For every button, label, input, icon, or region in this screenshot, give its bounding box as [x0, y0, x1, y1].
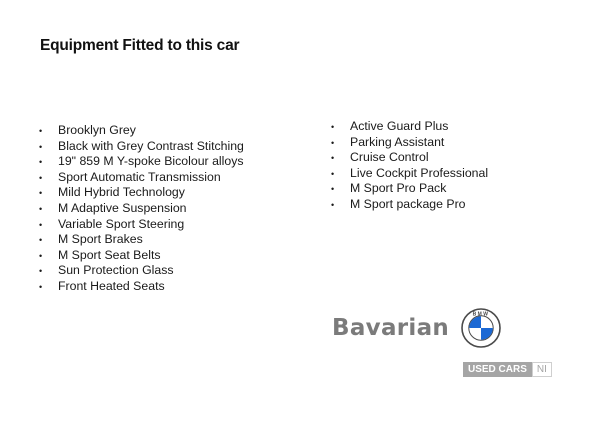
- badge-main-label: USED CARS: [463, 362, 532, 377]
- dealer-wordmark: Bavarian: [332, 315, 450, 341]
- list-item: • M Sport Pro Pack: [331, 181, 488, 197]
- list-item: • Black with Grey Contrast Stitching: [39, 139, 244, 155]
- list-item: • Cruise Control: [331, 150, 488, 166]
- page-title: Equipment Fitted to this car: [40, 37, 240, 54]
- equipment-list-left: [39, 123, 244, 295]
- list-item: • M Sport Seat Belts: [39, 248, 244, 264]
- list-item: • M Sport package Pro: [331, 197, 488, 213]
- bmw-roundel-icon: [461, 308, 501, 348]
- list-item: • Mild Hybrid Technology: [39, 185, 244, 201]
- equipment-list-right: [331, 119, 488, 213]
- list-item: • 19" 859 M Y-spoke Bicolour alloys: [39, 154, 244, 170]
- roundel-text: BMW: [472, 311, 490, 318]
- list-item: • Sport Automatic Transmission: [39, 170, 244, 186]
- list-item: • Live Cockpit Professional: [331, 166, 488, 182]
- list-item: • Sun Protection Glass: [39, 263, 244, 279]
- list-item: • Front Heated Seats: [39, 279, 244, 295]
- dealer-brand: [332, 308, 501, 348]
- list-item: • Variable Sport Steering: [39, 217, 244, 233]
- list-item: • M Adaptive Suspension: [39, 201, 244, 217]
- list-item: • Active Guard Plus: [331, 119, 488, 135]
- used-cars-badge: [463, 362, 552, 377]
- badge-region-label: NI: [532, 362, 552, 377]
- list-item: • Brooklyn Grey: [39, 123, 244, 139]
- list-item: • Parking Assistant: [331, 135, 488, 151]
- list-item: • M Sport Brakes: [39, 232, 244, 248]
